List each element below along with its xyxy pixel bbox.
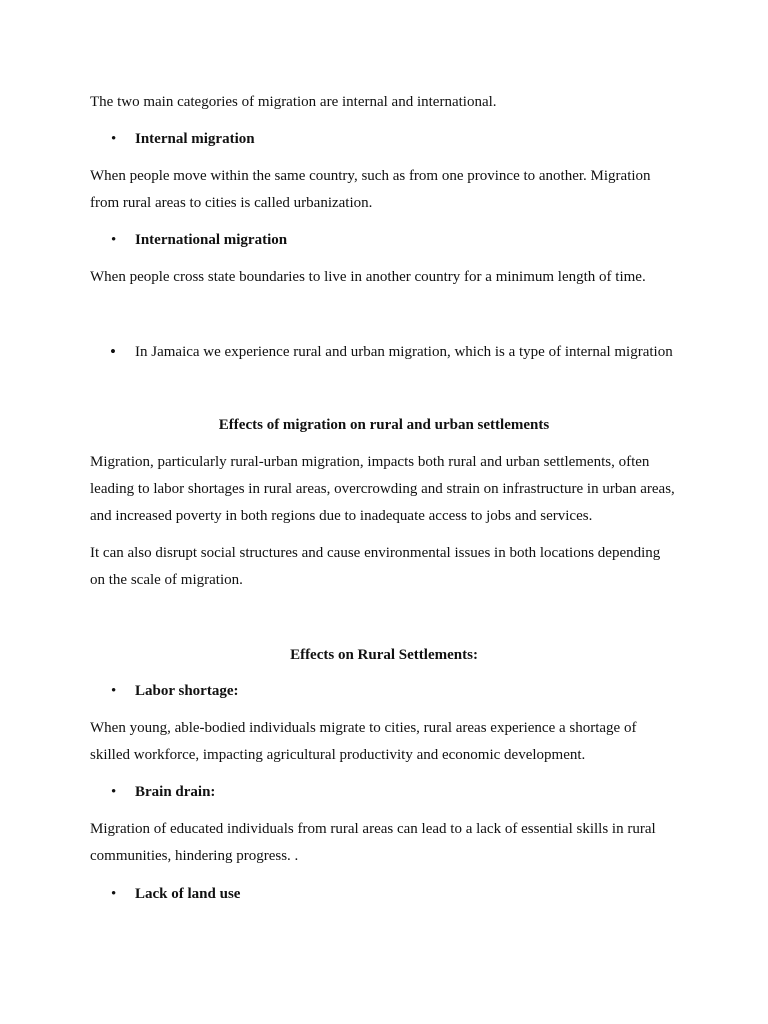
intro-text: The two main categories of migration are internal and international. bbox=[90, 94, 497, 110]
jamaica-note-text: In Jamaica we experience rural and urban migration, which is a type of internal migration bbox=[135, 344, 673, 360]
internal-text-line-2: from rural areas to cities is called urbanization. bbox=[90, 195, 373, 211]
labor-text-line-1: When young, able-bodied individuals migrate to cities, rural areas experience a shortage of bbox=[90, 720, 637, 736]
internal-text-line-1: When people move within the same country, such as from one province to another. Migration bbox=[90, 168, 651, 184]
effects-p1-line-3: and increased poverty in both regions due to inadequate access to jobs and services. bbox=[90, 508, 593, 524]
labor-text-line-2: skilled workforce, impacting agricultural productivity and economic development. bbox=[90, 747, 586, 763]
international-migration-heading: International migration bbox=[135, 232, 288, 248]
labor-shortage-heading: Labor shortage: bbox=[135, 683, 239, 699]
bullet-international-migration bbox=[0, 231, 768, 249]
bullet-icon: • bbox=[111, 784, 117, 800]
bullet-lack-of-land-use bbox=[0, 885, 768, 903]
bullet-icon: • bbox=[111, 232, 117, 248]
effects-p2-line-2: on the scale of migration. bbox=[90, 572, 243, 588]
bullet-icon: • bbox=[110, 342, 116, 361]
effects-heading: Effects of migration on rural and urban settlements bbox=[218, 417, 550, 433]
rural-settlements-heading: Effects on Rural Settlements: bbox=[290, 647, 478, 663]
effects-p2-line-1: It can also disrupt social structures and cause environmental issues in both locations depending bbox=[90, 545, 661, 561]
bullet-internal-migration bbox=[0, 130, 768, 148]
internal-migration-heading: Internal migration bbox=[135, 131, 255, 147]
bullet-labor-shortage bbox=[0, 682, 768, 700]
bullet-icon: • bbox=[111, 886, 117, 902]
effects-p1-line-2: leading to labor shortages in rural areas, overcrowding and strain on infrastructure in urban areas, bbox=[90, 481, 675, 497]
brain-drain-heading: Brain drain: bbox=[135, 784, 216, 800]
bullet-brain-drain bbox=[0, 783, 768, 801]
international-text-line-1: When people cross state boundaries to live in another country for a minimum length of time. bbox=[90, 269, 646, 285]
effects-p1-line-1: Migration, particularly rural-urban migration, impacts both rural and urban settlements, often bbox=[90, 454, 650, 470]
bullet-icon: • bbox=[111, 131, 117, 147]
lack-of-land-use-heading: Lack of land use bbox=[135, 886, 241, 902]
bullet-jamaica-note bbox=[0, 343, 768, 361]
brain-text-line-2: communities, hindering progress. . bbox=[90, 848, 299, 864]
brain-text-line-1: Migration of educated individuals from rural areas can lead to a lack of essential skills in rural bbox=[90, 821, 656, 837]
bullet-icon: • bbox=[111, 683, 117, 699]
